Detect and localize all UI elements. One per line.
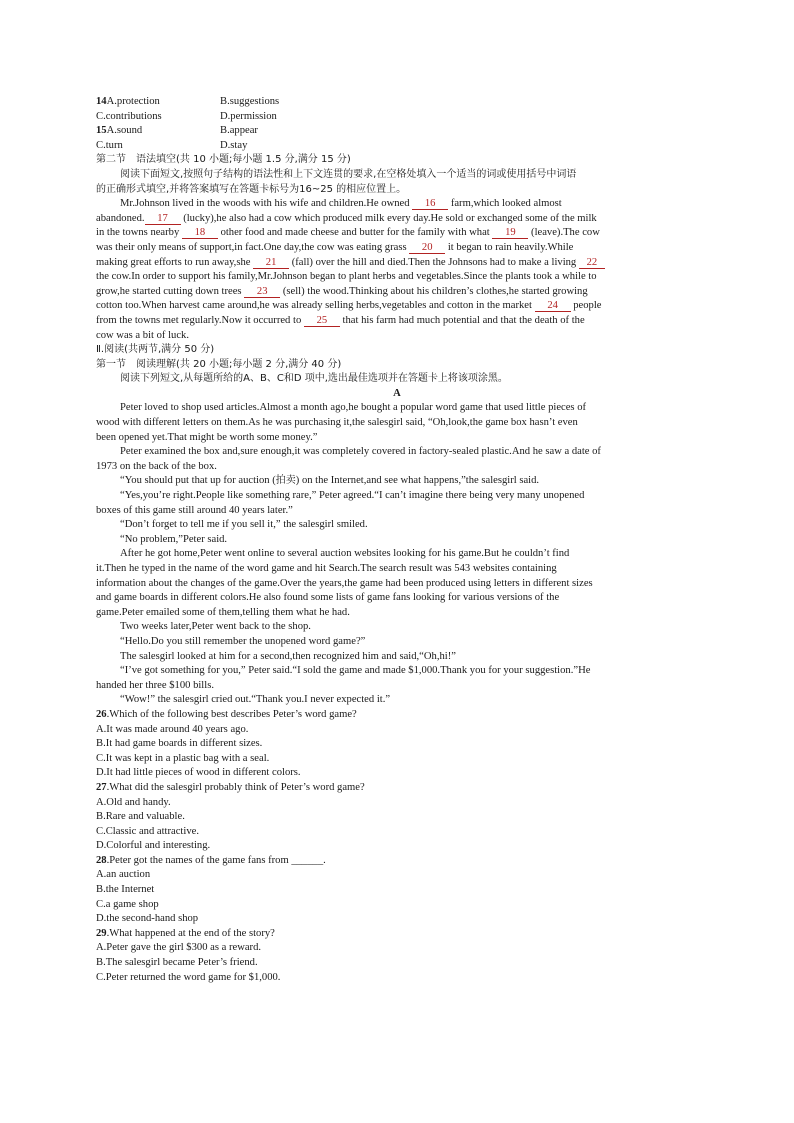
q27-stem-text: .What did the salesgirl probably think of Peter’s word game? [106, 781, 365, 793]
q26-option-b[interactable]: B.It had game boards in different sizes. [96, 738, 263, 750]
grammar-line-4 [96, 241, 698, 256]
passage-line: “No problem,”Peter said. [120, 533, 228, 545]
q26-option-a[interactable]: A.It was made around 40 years ago. [96, 723, 249, 735]
passage-line: 1973 on the back of the box. [96, 460, 217, 472]
passage-line: After he got home,Peter went online to several auction websites looking for his game.But he couldn’t find [120, 548, 570, 560]
q29-stem [96, 927, 698, 942]
q15-option-b: B.appear [220, 125, 258, 137]
q29-number: 29 [96, 927, 107, 939]
grammar-text: (fall) over the hill and died.Then the Johnsons had to make a living [289, 256, 579, 268]
passage-line: game.Peter emailed some of them,telling them what he had. [96, 606, 350, 618]
grammar-text: other food and made cheese and butter for the family with what [217, 227, 493, 239]
q29-option-a[interactable]: A.Peter gave the girl $300 as a reward. [96, 942, 262, 954]
q14-row-ab [96, 95, 698, 110]
grammar-text: making great efforts to run away,she [96, 256, 254, 268]
grammar-text: (lucky),he also had a cow which produced milk every day.He sold or exchanged some of the milk [180, 212, 597, 224]
passage-line [96, 474, 698, 489]
grammar-line-7 [96, 285, 698, 300]
grammar-text: farm,which looked almost [448, 198, 562, 210]
q29-stem-text: .What happened at the end of the story? [106, 927, 275, 939]
q28-option-b[interactable]: B.the Internet [96, 884, 155, 896]
q27-option-c[interactable]: C.Classic and attractive. [96, 825, 199, 837]
passage-text: ) on the Internet,and see what happens,”the salesgirl said. [295, 475, 540, 487]
section2-instructions-1: 阅读下面短文,按照句子结构的语法性和上下文连贯的要求,在空格处填入一个适当的词或使用括号中词语 [120, 168, 577, 180]
q14-option-c: C.contributions [96, 110, 162, 122]
passage-line: and game boards in different colors.He also found some lists of game fans looking for various versions of the [96, 592, 560, 604]
q27-number: 27 [96, 781, 107, 793]
grammar-line-9 [96, 314, 698, 329]
blank-17[interactable]: 17 [145, 213, 181, 225]
part2-section1-title: 第一节 阅读理解(共 20 小题;每小题 2 分,满分 40 分) [96, 358, 342, 370]
q28-option-a[interactable]: A.an auction [96, 869, 151, 881]
q26-option-c[interactable]: C.It was kept in a plastic bag with a seal. [96, 752, 270, 764]
passage-line: wood with different letters on them.As he was purchasing it,the salesgirl said, “Oh,look,the game box hasn’t even [96, 417, 578, 429]
passage-line: “I’ve got something for you,” Peter said.“I sold the game and made $1,000.Thank you for your suggestion.”He [120, 665, 591, 677]
part2-title: Ⅱ.阅读(共两节,满分 50 分) [96, 344, 215, 356]
blank-19[interactable]: 19 [492, 227, 528, 239]
passage-line: Two weeks later,Peter went back to the shop. [120, 621, 311, 633]
q27-option-a[interactable]: A.Old and handy. [96, 796, 171, 808]
grammar-text: was their only means of support,in fact.One day,the cow was eating grass [96, 241, 410, 253]
q29-option-b[interactable]: B.The salesgirl became Peter’s friend. [96, 957, 258, 969]
passage-line: been opened yet.That might be worth some money.” [96, 431, 318, 443]
grammar-text: that his farm had much potential and that the death of the [339, 314, 585, 326]
passage-gloss: 拍卖 [275, 475, 296, 487]
blank-24[interactable]: 24 [535, 300, 571, 312]
q28-option-d[interactable]: D.the second-hand shop [96, 913, 199, 925]
blank-22[interactable]: 22 [579, 257, 605, 269]
passage-line: The salesgirl looked at him for a second,then recognized him and said,“Oh,hi!” [120, 650, 456, 662]
section2-instructions-2: 的正确形式填空,并将答案填写在答题卡标号为16~25 的相应位置上。 [96, 183, 407, 195]
passage-label: A [393, 387, 401, 399]
passage-line: it.Then he typed in the name of the word game and hit Search.The search result was 543 websites containing [96, 563, 557, 574]
q15-option-c: C.turn [96, 139, 123, 151]
q26-stem-text: .Which of the following best describes Peter’s word game? [106, 708, 357, 720]
grammar-line-5 [96, 256, 698, 271]
grammar-text: Mr.Johnson lived in the woods with his wife and children.He owned [120, 198, 413, 210]
q26-option-d[interactable]: D.It had little pieces of wood in different colors. [96, 767, 301, 779]
grammar-text: in the towns nearby [96, 227, 182, 239]
part2-instructions: 阅读下列短文,从每题所给的A、B、C和D 项中,选出最佳选项并在答题卡上将该项涂黑。 [120, 373, 508, 385]
passage-line: “Hello.Do you still remember the unopened word game?” [120, 635, 366, 647]
grammar-text: from the towns met regularly.Now it occurred to [96, 314, 304, 326]
blank-23[interactable]: 23 [244, 286, 280, 298]
grammar-text: people [570, 300, 602, 312]
passage-line: “Wow!” the salesgirl cried out.“Thank you.I never expected it.” [120, 694, 391, 706]
q26-stem [96, 708, 698, 723]
q29-option-c[interactable]: C.Peter returned the word game for $1,000. [96, 971, 281, 983]
q27-option-b[interactable]: B.Rare and valuable. [96, 811, 185, 823]
q28-option-c[interactable]: C.a game shop [96, 898, 159, 910]
q27-option-d[interactable]: D.Colorful and interesting. [96, 840, 211, 852]
passage-line: “Don’t forget to tell me if you sell it,” the salesgirl smiled. [120, 519, 368, 531]
q28-stem-text: .Peter got the names of the game fans from ______. [106, 854, 326, 866]
grammar-text: it began to rain heavily.While [445, 241, 574, 253]
q28-stem [96, 854, 698, 869]
grammar-text: (leave).The cow [528, 227, 600, 239]
grammar-line-8 [96, 299, 698, 314]
blank-21[interactable]: 21 [253, 257, 289, 269]
passage-line: Peter examined the box and,sure enough,it was completely covered in factory-sealed plastic.And he saw a date of [120, 446, 601, 458]
section2-title: 第二节 语法填空(共 10 小题;每小题 1.5 分,满分 15 分) [96, 154, 351, 166]
q14-number: 14 [96, 96, 107, 107]
grammar-line-3 [96, 226, 698, 241]
exam-page [96, 95, 698, 985]
q15-number: 15 [96, 125, 107, 137]
blank-16[interactable]: 16 [412, 198, 448, 210]
q14-option-d: D.permission [220, 110, 277, 122]
q28-number: 28 [96, 854, 107, 866]
passage-line: boxes of this game still around 40 years later.” [96, 504, 293, 516]
grammar-line-2 [96, 212, 698, 227]
passage-line: “Yes,you’re right.People like something rare,” Peter agreed.“I can’t imagine there being very many unopened [120, 490, 585, 502]
passage-line: information about the changes of the game.Over the years,the game had been produced using letters in different sizes [96, 577, 593, 589]
q15-option-d: D.stay [220, 139, 248, 151]
q15-option-a: A.sound [106, 125, 143, 137]
q26-number: 26 [96, 708, 107, 720]
grammar-text: cotton too.When harvest came around,he was already selling herbs,vegetables and cotton in the market [96, 300, 535, 312]
grammar-text: grow,he started cutting down trees [96, 285, 245, 297]
q14-row-cd [96, 110, 698, 125]
grammar-line-6: the cow.In order to support his family,Mr.Johnson began to plant herbs and vegetables.Since the plants took a while to [96, 271, 597, 283]
passage-line: handed her three $100 bills. [96, 679, 214, 691]
passage-line: Peter loved to shop used articles.Almost a month ago,he bought a popular word game that used little pieces of [120, 402, 587, 414]
grammar-text: abandoned. [96, 212, 145, 224]
q14-option-b: B.suggestions [220, 96, 280, 107]
passage-text: “You should put that up for auction ( [120, 475, 276, 487]
blank-18[interactable]: 18 [182, 227, 218, 239]
q14-option-a: A.protection [106, 96, 160, 107]
grammar-line-10: cow was a bit of luck. [96, 329, 189, 341]
q15-row-ab [96, 124, 698, 139]
q15-row-cd [96, 139, 698, 154]
q27-stem [96, 781, 698, 796]
grammar-text: (sell) the wood.Thinking about his children’s clothes,he started growing [280, 285, 588, 297]
blank-20[interactable]: 20 [409, 242, 445, 254]
blank-25[interactable]: 25 [304, 315, 340, 327]
grammar-line-1 [96, 197, 698, 212]
